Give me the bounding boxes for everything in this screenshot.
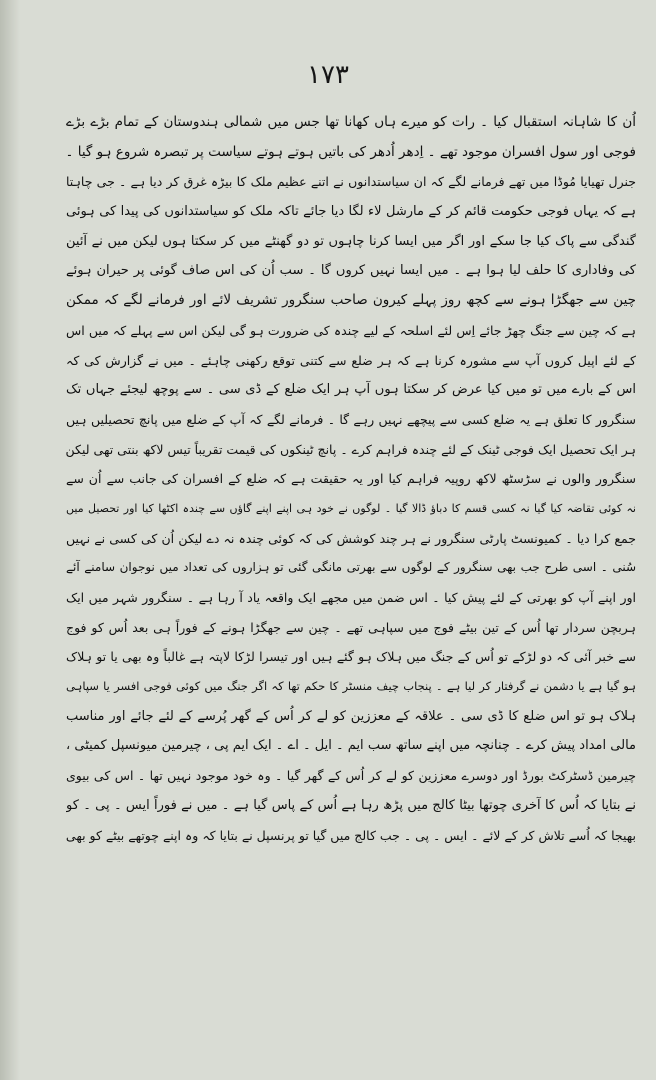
text-line: کے لئے اپیل کروں آپ سے مشورہ کرنا ہے کہ ہر ضلع سے کتنی توقع رکھنی چاہئے ۔ میں نے گزارش کی کہ [66, 352, 636, 368]
text-line: ہلاک ہو تو اس ضلع کا ڈی سی ۔ علاقہ کے معززین کو لے کر اُس کے گھر پُرسے کے لئے جائے اور مناسب [66, 708, 636, 724]
text-line: سُنی ۔ اسی طرح جب بھی سنگرور کے لوگوں سے بھرتی مانگی گئی تو ہزاروں کی تعداد میں نوجوان سامنے آئے [66, 560, 636, 575]
text-line: ہو گیا ہے یا دشمن نے گرفتار کر لیا ہے ۔ پنجاب چیف منسٹر کا حکم تھا کہ اگر جنگ میں کوئی فوجی افسر یا سپاہی [66, 679, 636, 694]
text-line: چیرمین ڈسٹرکٹ بورڈ اور دوسرے معززین کو لے کر اُس کے گھر گیا ۔ وہ خود موجود نہیں تھا ۔ اس کی بیوی [66, 768, 636, 784]
text-line: نے بتایا کہ اُس کا آخری چوتھا بیٹا کالج میں پڑھ رہا ہے اُس کے پاس گیا ہے ۔ میں نے فوراً ایس ۔ پی ۔ کو [66, 797, 636, 813]
text-line: بھیجا کہ اُسے تلاش کر کے لائے ۔ ایس ۔ پی ۔ جب کالج میں گیا تو پرنسپل نے بتایا کہ وہ اپنے چوتھے بیٹے کو بھی [66, 827, 636, 843]
text-line: ہربچن سردار تھا اُس کے تین بیٹے فوج میں سپاہی تھے ۔ چین سے جھگڑا ہونے کے فوراً ہی بعد اُس کو فوج [66, 619, 636, 635]
page-spine-shadow [0, 0, 20, 1080]
text-line: سنگرور کا تعلق ہے یہ ضلع کسی سے پیچھے نہیں رہے گا ۔ فرمانے لگے کہ آپ کے ضلع میں پانچ تحصیلیں ہیں [66, 411, 636, 427]
page-number: ۱۷۳ [307, 60, 349, 90]
text-line: فوجی اور سول افسران موجود تھے ۔ اِدھر اُدھر کی باتیں ہوتے ہوتے سیاست پر تبصرہ شروع ہو گیا ۔ [66, 143, 636, 160]
text-line: سے خبر آئی کہ دو لڑکے تو اُس کے جنگ میں ہلاک ہو گئے ہیں اور تیسرا لڑکا لاپتہ ہے غالباً وہ بھی یا تو ہلاک [66, 649, 636, 665]
text-line: کی وفاداری کا حلف لیا ہوا ہے ۔ میں ایسا نہیں کروں گا ۔ سب اُن کی اس صاف گوئی پر حیران ہوئے [66, 263, 636, 279]
text-line: مالی امداد پیش کرے ۔ چنانچہ میں اپنے ساتھ سب ایم ۔ ایل ۔ اے ۔ ایک ایم پی ، چیرمین میونسپل کمیٹی ، [66, 738, 636, 754]
text-line: اس کے بارے میں تو میں کیا عرض کر سکتا ہوں آپ ہر ایک ضلع کے ڈی سی ۔ سے پوچھ لیجئے جہاں تک [66, 382, 636, 398]
text-line: ہے کہ یہاں فوجی حکومت قائم کر کے مارشل لاء لگا دیا جائے تاکہ ملک کو سیاستدانوں کی پیدا کی ہوئی [66, 204, 636, 220]
text-line: ہے کہ چین سے جنگ چھڑ جائے اِس لئے اسلحہ کے لیے چندہ کی ضرورت ہو گی لیکن اس سے پہلے کہ میں اس [66, 322, 636, 338]
text-line: جنرل تھیایا مُوڈا میں تھے فرمانے لگے کہ ان سیاستدانوں نے اتنے عظیم ملک کا بیڑہ غرق کر دیا ہے ۔ جی چاہتا [66, 174, 636, 190]
text-line: ہر ایک تحصیل ایک فوجی ٹینک کے لئے چندہ فراہم کرے ۔ پانچ ٹینکوں کی قیمت تقریباً تیس لاکھ بنتی تھی لیکن [66, 441, 636, 457]
body-text [66, 108, 636, 1068]
text-line: سنگرور والوں نے سڑسٹھ لاکھ روپیہ فراہم کیا اور یہ حقیقت ہے کہ ضلع کے افسران کی جانب سے اُن سے [66, 471, 636, 487]
text-line: جمع کرا دیا ۔ کمیونسٹ پارٹی سنگرور نے ہر چند کوشش کی کہ کوئی چندہ نہ دے لیکن اُن کی کسی نے نہیں [66, 530, 636, 546]
text-line: چین سے جھگڑا ہونے سے کچھ روز پہلے کیرون صاحب سنگرور تشریف لائے اور فرمانے لگے کہ ممکن [66, 292, 636, 309]
text-line: گندگی سے پاک کیا جا سکے اور اگر میں ایسا کرنا چاہوں تو دو گھنٹے میں کر سکتا ہوں لیکن میں نے آئین [66, 233, 636, 249]
text-line: اور اپنے آپ کو بھرتی کے لئے پیش کیا ۔ اس ضمن میں مجھے ایک واقعہ یاد آ رہا ہے ۔ سنگرور شہر میں ایک [66, 590, 636, 605]
text-line: اُن کا شاہانہ استقبال کیا ۔ رات کو میرے ہاں کھانا تھا جس میں شمالی ہندوستان کے تمام بڑے بڑے [66, 114, 636, 130]
text-line: نہ کوئی تقاضہ کیا گیا نہ کسی قسم کا دباؤ ڈالا گیا ۔ لوگوں نے خود ہی اپنے اپنے گاؤں سے چندہ اکٹھا کیا اور تحصیل میں [66, 501, 636, 515]
